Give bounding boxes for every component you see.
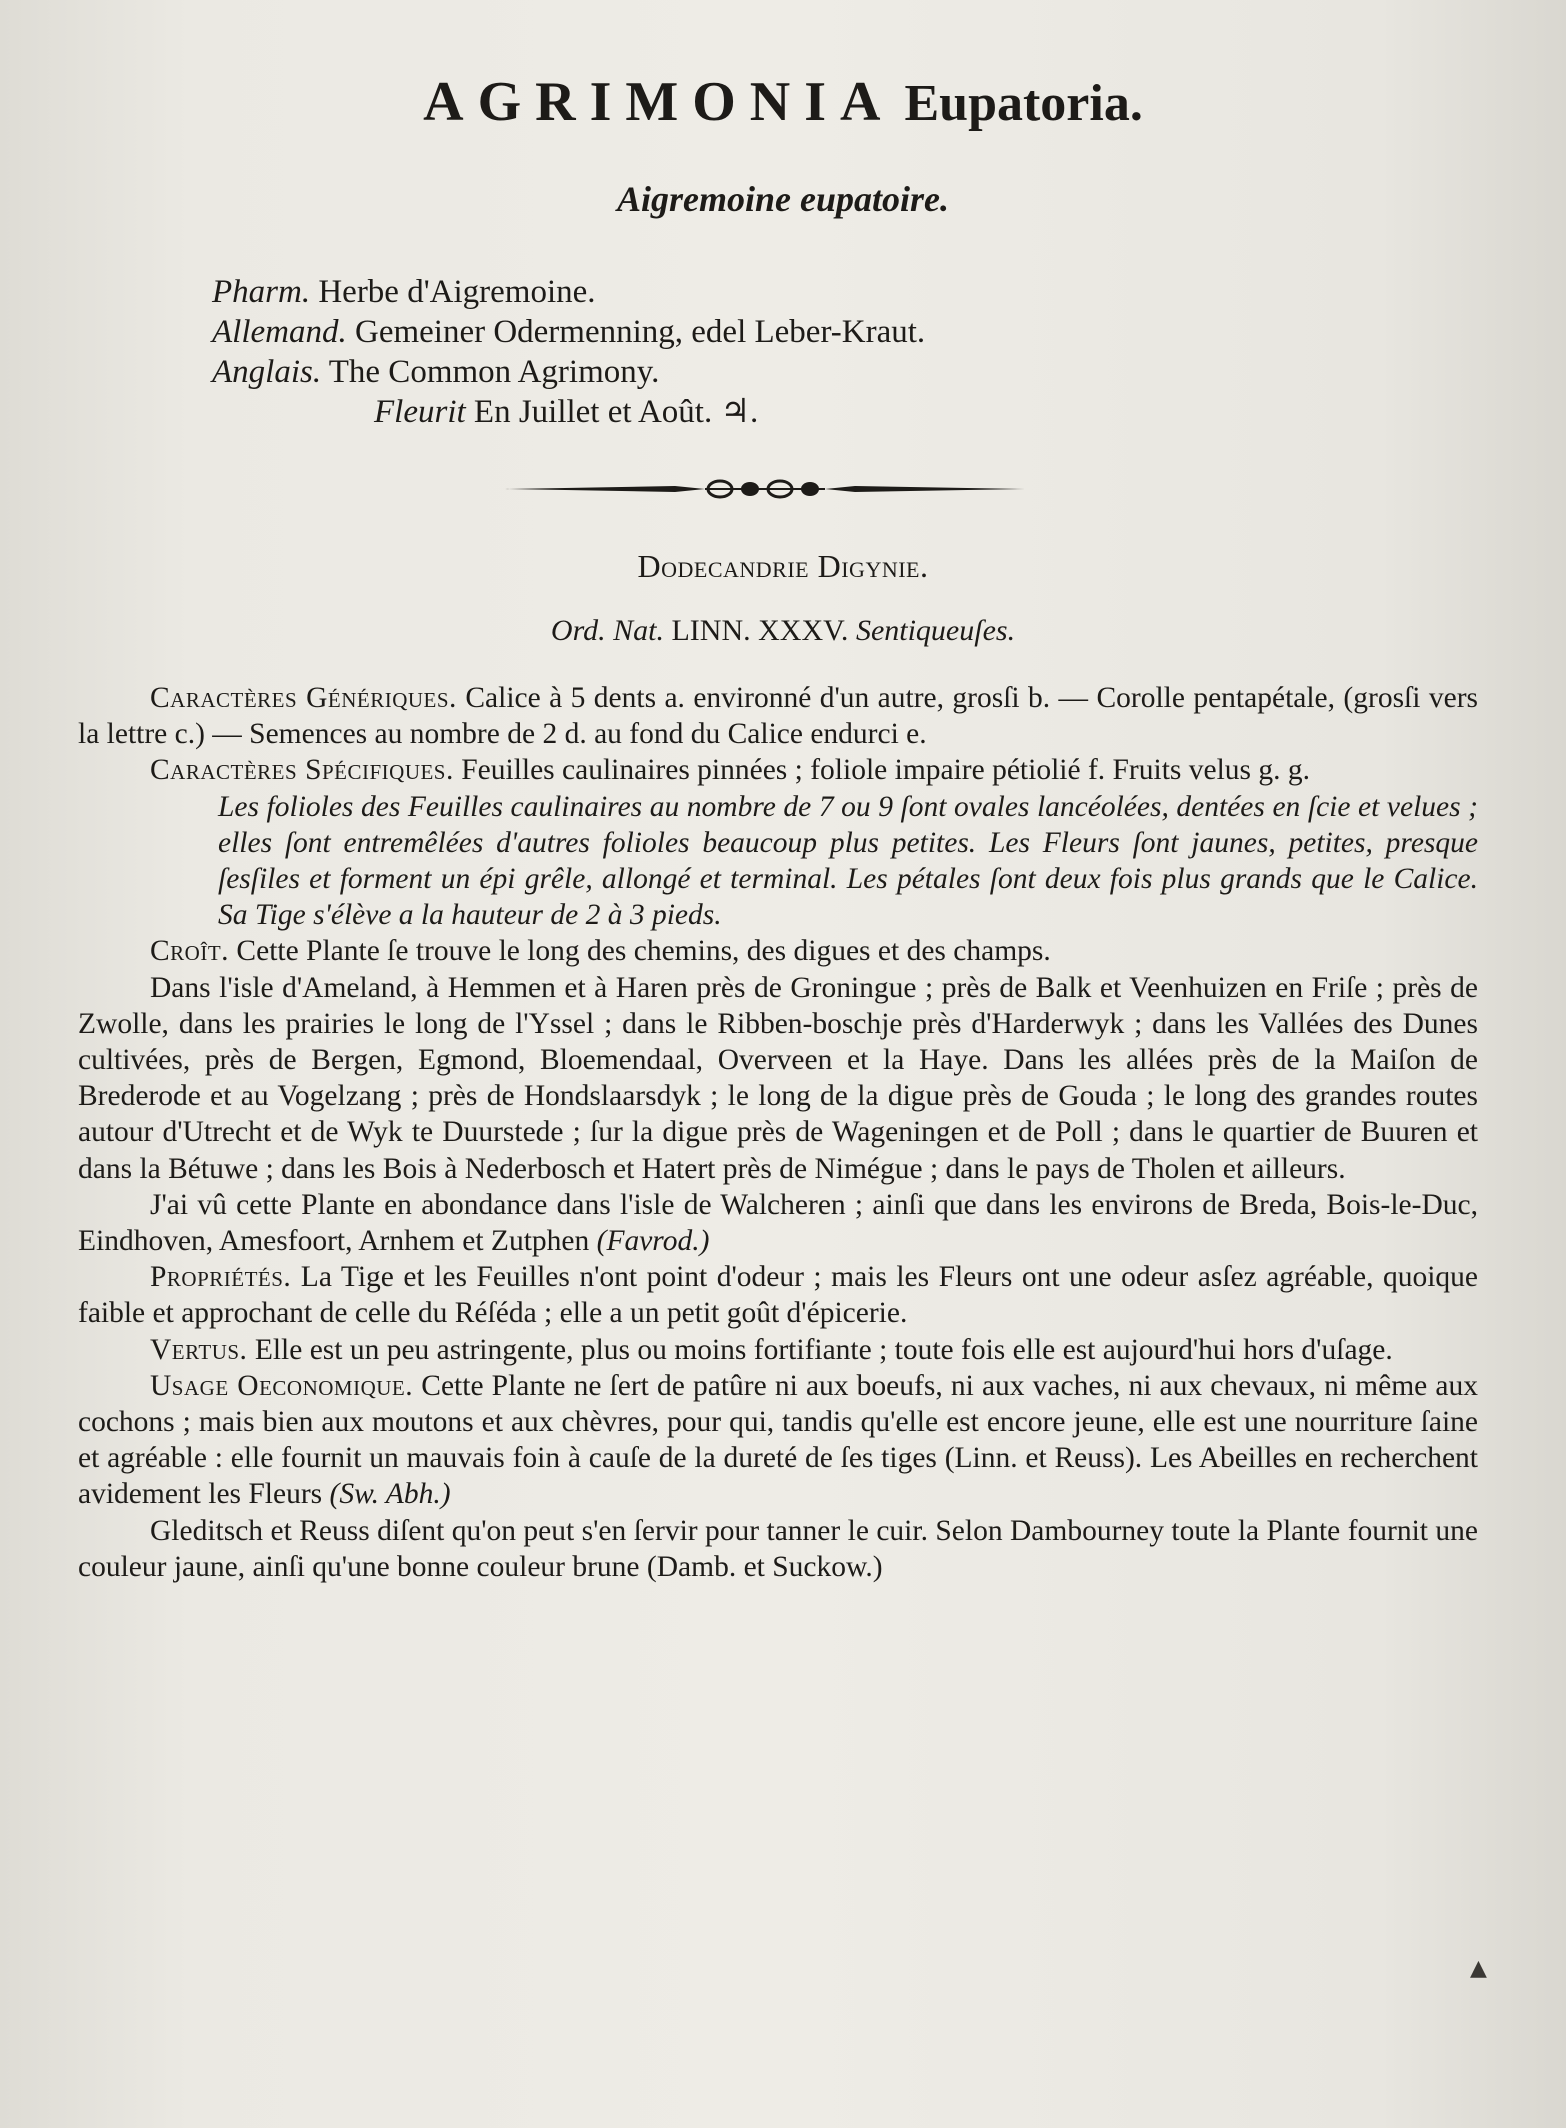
- generic-text: Calice à 5 dents a. environné d'un autre, grosſi b. — Corolle pentapétale, (grosſi vers la lettre c.) — Semences au nombre de 2 d. au fond du Calice endurci e.: [78, 682, 1478, 751]
- locations: Dans l'isle d'Ameland, à Hemmen et à Haren près de Groningue ; près de Balk et Veenhuizen en Friſe ; près de Zwolle, dans les prairies le long de l'Yssel ; dans le Ribben-boschje près d'Harderwyk ; dans les Vallées des Dunes cultivées, près de Bergen, Egmond, Bloemendaal, Overveen et la Haye. Dans les allées près de la Maiſon de Brederode et au Vogelzang ; près de Hondslaarsdyk ; le long de la digue près de Gouda ; le long des grandes routes autour d'Utrecht et de Wyk te Duurstede ; ſur la digue près de Wageningen et de Poll ; dans le quartier de Buuren et dans la Bétuwe ; dans les Bois à Nederbosch et Hatert près de Nimégue ; dans le pays de Tholen et ailleurs.: [78, 971, 1478, 1185]
- tanning-citation: (Damb. et Suckow.): [646, 1550, 883, 1583]
- observed: [78, 1187, 1478, 1259]
- habitat-heading: Croît.: [150, 935, 230, 968]
- genus-name: AGRIMONIA: [423, 71, 895, 133]
- pharm-value: Herbe d'Aigremoine.: [318, 274, 596, 310]
- anglais-line: [212, 352, 925, 392]
- economic-use-text: Cette Plante ne ſert de patûre ni aux boeufs, ni aux vaches, ni aux chevaux, ni même aux cochons ; mais bien aux moutons et aux chèvres, pour qui, tandis qu'elle est encore jeune, elle est une nourriture ſaine et agréable : elle fournit un mauvais foin à cauſe de la dureté de ſes tiges (Linn. et Reuss). Les Abeilles en recherchent avidement les Fleurs: [78, 1369, 1479, 1511]
- generic-heading: Caractères Génériques.: [150, 682, 457, 714]
- specific-heading: Caractères Spécifiques.: [150, 754, 454, 787]
- vernacular-names: [212, 272, 925, 432]
- properties-text: La Tige et les Feuilles n'ont point d'odeur ; mais les Fleurs ont une odeur asſez agréable, quoique faible et approchant de celle du Réſéda ; elle a un petit goût d'épicerie.: [78, 1261, 1478, 1330]
- habitat: [78, 933, 1478, 969]
- observed-text: J'ai vû cette Plante en abondance dans l'isle de Walcheren ; ainſi que dans les environs de Breda, Bois-le-Duc, Eindhoven, Amesfoort, Arnhem et Zutphen: [78, 1188, 1478, 1258]
- species-name: Eupatoria.: [904, 75, 1143, 132]
- ornament-divider-icon: [505, 476, 1025, 502]
- economic-use-citation: (Sw. Abh.): [329, 1478, 451, 1511]
- order-line: [0, 614, 1566, 648]
- ord-name: Sentiqueuſes.: [855, 614, 1016, 647]
- virtues: [78, 1332, 1478, 1368]
- generic-characters: [78, 680, 1478, 752]
- description-text: Les folioles des Feuilles caulinaires au nombre de 7 ou 9 ſont ovales lancéolées, dentées en ſcie et velues ; elles ſont entremêlées d'autres folioles beaucoup plus petites. Les Fleurs ſont jaunes, petites, presque ſesſiles et forment un épi grêle, allongé et terminal. Les pétales ſont deux fois plus grands que le Calice. Sa Tige s'élève a la hauteur de 2 à 3 pieds.: [218, 790, 1478, 932]
- pharm-line: [212, 272, 925, 312]
- ord-label: Ord. Nat.: [550, 614, 664, 647]
- properties-heading: Propriétés.: [150, 1261, 292, 1294]
- observed-citation: (Favrod.): [596, 1225, 710, 1258]
- french-name: Aigremoine eupatoire.: [617, 179, 949, 219]
- tanning-text: Gleditsch et Reuss diſent qu'on peut s'en ſervir pour tanner le cuir. Selon Dambourney toute la Plante fournit une couleur jaune, ainſi qu'une bonne couleur brune: [78, 1514, 1478, 1583]
- class-heading: [0, 548, 1566, 585]
- fleurit-value: En Juillet et Août. ♃.: [473, 394, 759, 430]
- anglais-label: Anglais.: [212, 354, 322, 390]
- allemand-label: Allemand.: [212, 314, 347, 350]
- class-line: Dodecandrie Digynie.: [637, 548, 929, 584]
- fleurit-line: [212, 392, 925, 432]
- specific-text: Feuilles caulinaires pinnées ; foliole impaire pétiolié f. Fruits velus g. g.: [461, 754, 1311, 787]
- allemand-value: Gemeiner Odermenning, edel Leber-Kraut.: [354, 314, 926, 350]
- virtues-heading: Vertus.: [150, 1333, 248, 1366]
- economic-use: [78, 1368, 1478, 1513]
- pharm-label: Pharm.: [212, 274, 311, 310]
- plant-description: [78, 789, 1478, 934]
- tanning-note: [78, 1513, 1478, 1585]
- virtues-text: Elle est un peu astringente, plus ou moins fortifiante ; toute fois elle est aujourd'hui hors d'uſage.: [254, 1333, 1393, 1366]
- page-title: [0, 70, 1566, 134]
- specific-characters: [78, 752, 1478, 788]
- habitat-text: Cette Plante ſe trouve le long des chemins, des digues et des champs.: [236, 935, 1051, 968]
- catchword-mark-icon: ▲: [1470, 1956, 1487, 1981]
- properties: [78, 1259, 1478, 1331]
- ord-linn: LINN. XXXV.: [671, 614, 849, 647]
- description-body: [78, 680, 1478, 1585]
- fleurit-label: Fleurit: [374, 394, 466, 430]
- economic-use-heading: Usage Oeconomique.: [150, 1369, 414, 1402]
- anglais-value: The Common Agrimony.: [328, 354, 660, 390]
- allemand-line: [212, 312, 925, 352]
